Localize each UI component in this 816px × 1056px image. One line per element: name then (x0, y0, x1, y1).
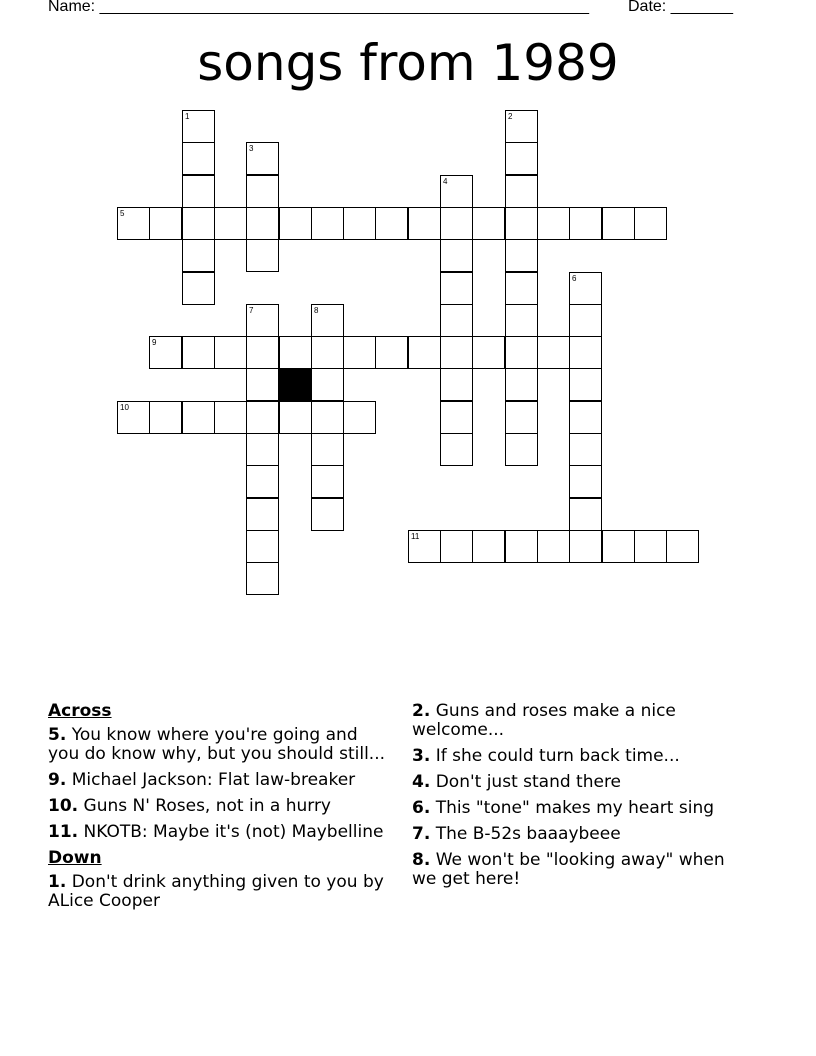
grid-cell[interactable] (569, 465, 602, 498)
grid-cell[interactable] (505, 272, 538, 305)
grid-cell[interactable] (505, 142, 538, 175)
clue-number: 1. (48, 872, 67, 892)
grid-cell[interactable] (311, 401, 344, 434)
grid-cell[interactable] (505, 110, 538, 143)
grid-cell[interactable] (246, 433, 279, 466)
grid-block-cell (279, 368, 312, 401)
clue-text: Don't just stand there (435, 772, 622, 792)
grid-cell[interactable] (246, 465, 279, 498)
clue-text: This "tone" makes my heart sing (435, 798, 715, 818)
grid-cell[interactable] (182, 239, 215, 272)
grid-cell[interactable] (343, 401, 376, 434)
clue-number-label: 2 (508, 112, 513, 121)
across-clue-10 (48, 797, 388, 816)
clues-right-column (412, 702, 752, 896)
grid-cell[interactable] (505, 175, 538, 208)
grid-cell[interactable] (149, 336, 182, 369)
grid-cell[interactable] (440, 175, 473, 208)
clue-number-label: 6 (572, 274, 577, 283)
clue-number: 5. (48, 725, 67, 745)
grid-cell[interactable] (505, 401, 538, 434)
grid-cell[interactable] (505, 368, 538, 401)
grid-cell[interactable] (634, 530, 667, 563)
grid-cell[interactable] (214, 401, 247, 434)
down-clue-1 (48, 873, 388, 911)
grid-cell[interactable] (569, 336, 602, 369)
clue-number: 2. (412, 701, 431, 721)
down-clue-7 (412, 825, 752, 844)
clue-number-label: 7 (249, 306, 254, 315)
across-heading: Across (48, 701, 112, 721)
clue-number-label: 10 (120, 403, 129, 412)
clue-number: 3. (412, 746, 431, 766)
grid-cell[interactable] (569, 401, 602, 434)
grid-cell[interactable] (311, 304, 344, 337)
grid-cell[interactable] (311, 433, 344, 466)
grid-cell[interactable] (408, 530, 441, 563)
grid-cell[interactable] (440, 207, 473, 240)
clue-text: NKOTB: Maybe it's (not) Maybelline (83, 822, 384, 842)
grid-cell[interactable] (311, 336, 344, 369)
grid-cell[interactable] (440, 304, 473, 337)
grid-cell[interactable] (311, 465, 344, 498)
clue-number: 11. (48, 822, 79, 842)
grid-cell[interactable] (569, 272, 602, 305)
grid-cell[interactable] (375, 207, 408, 240)
grid-cell[interactable] (214, 336, 247, 369)
grid-cell[interactable] (505, 336, 538, 369)
grid-cell[interactable] (569, 368, 602, 401)
grid-cell[interactable] (505, 530, 538, 563)
grid-cell[interactable] (569, 530, 602, 563)
clue-number-label: 4 (443, 177, 448, 186)
grid-cell[interactable] (440, 336, 473, 369)
down-clue-3 (412, 747, 752, 766)
grid-cell[interactable] (246, 530, 279, 563)
grid-cell[interactable] (343, 207, 376, 240)
grid-cell[interactable] (246, 207, 279, 240)
grid-cell[interactable] (246, 239, 279, 272)
grid-cell[interactable] (440, 530, 473, 563)
grid-cell[interactable] (505, 207, 538, 240)
clue-number: 4. (412, 772, 431, 792)
clue-text: You know where you're going and you do know why, but you should still... (48, 725, 386, 764)
grid-cell[interactable] (279, 401, 312, 434)
grid-cell[interactable] (149, 401, 182, 434)
grid-cell[interactable] (440, 433, 473, 466)
grid-cell[interactable] (440, 239, 473, 272)
clue-number: 6. (412, 798, 431, 818)
grid-cell[interactable] (246, 142, 279, 175)
across-clue-9 (48, 771, 388, 790)
grid-cell[interactable] (182, 142, 215, 175)
grid-cell[interactable] (569, 498, 602, 531)
grid-cell[interactable] (666, 530, 699, 563)
grid-cell[interactable] (246, 498, 279, 531)
grid-cell[interactable] (505, 239, 538, 272)
grid-cell[interactable] (440, 272, 473, 305)
grid-cell[interactable] (408, 336, 441, 369)
grid-cell[interactable] (408, 207, 441, 240)
grid-cell[interactable] (279, 336, 312, 369)
grid-cell[interactable] (602, 530, 635, 563)
grid-cell[interactable] (279, 207, 312, 240)
grid-cell[interactable] (182, 207, 215, 240)
clue-text: Guns N' Roses, not in a hurry (83, 796, 331, 816)
across-clue-11 (48, 823, 388, 842)
clue-number-label: 11 (411, 532, 420, 541)
grid-cell[interactable] (472, 336, 505, 369)
grid-cell[interactable] (537, 530, 570, 563)
down-clue-8 (412, 851, 752, 889)
grid-cell[interactable] (182, 336, 215, 369)
grid-cell[interactable] (505, 433, 538, 466)
down-clue-2 (412, 702, 752, 740)
grid-cell[interactable] (505, 304, 538, 337)
grid-cell[interactable] (343, 336, 376, 369)
clue-number-label: 3 (249, 144, 254, 153)
grid-cell[interactable] (182, 110, 215, 143)
clue-number: 8. (412, 850, 431, 870)
grid-cell[interactable] (311, 368, 344, 401)
clue-number: 9. (48, 770, 67, 790)
grid-cell[interactable] (246, 562, 279, 595)
grid-cell[interactable] (634, 207, 667, 240)
date-field-line[interactable]: Date: _______ (628, 0, 733, 15)
down-clue-6 (412, 799, 752, 818)
grid-cell[interactable] (246, 304, 279, 337)
grid-cell[interactable] (375, 336, 408, 369)
grid-cell[interactable] (246, 175, 279, 208)
grid-cell[interactable] (246, 368, 279, 401)
clue-text: If she could turn back time... (435, 746, 680, 766)
clues-left-column (48, 702, 388, 918)
grid-cell[interactable] (246, 401, 279, 434)
grid-cell[interactable] (440, 401, 473, 434)
grid-cell[interactable] (311, 207, 344, 240)
grid-cell[interactable] (537, 207, 570, 240)
clue-text: The B-52s baaaybeee (435, 824, 621, 844)
grid-cell[interactable] (569, 207, 602, 240)
down-heading: Down (48, 848, 102, 868)
grid-cell[interactable] (472, 207, 505, 240)
grid-cell[interactable] (182, 272, 215, 305)
grid-cell[interactable] (117, 207, 150, 240)
grid-cell[interactable] (149, 207, 182, 240)
clue-number: 10. (48, 796, 79, 816)
clue-text: Don't drink anything given to you by ALice Cooper (48, 872, 384, 911)
grid-cell[interactable] (117, 401, 150, 434)
grid-cell[interactable] (537, 336, 570, 369)
grid-cell[interactable] (440, 368, 473, 401)
name-field-line[interactable]: Name: _______________________________________________________ (48, 0, 589, 15)
clue-text: We won't be "looking away" when we get here! (412, 850, 725, 889)
grid-cell[interactable] (602, 207, 635, 240)
grid-cell[interactable] (182, 175, 215, 208)
clue-text: Michael Jackson: Flat law-breaker (71, 770, 356, 790)
down-clue-4 (412, 773, 752, 792)
clue-number-label: 9 (152, 338, 157, 347)
clue-text: Guns and roses make a nice welcome... (412, 701, 676, 740)
grid-cell[interactable] (214, 207, 247, 240)
clue-number-label: 8 (314, 306, 319, 315)
grid-cell[interactable] (472, 530, 505, 563)
clue-number-label: 5 (120, 209, 125, 218)
across-clue-5 (48, 726, 388, 764)
clue-number: 7. (412, 824, 431, 844)
grid-cell[interactable] (311, 498, 344, 531)
grid-cell[interactable] (182, 401, 215, 434)
grid-cell[interactable] (569, 433, 602, 466)
page-title: songs from 1989 (197, 34, 619, 92)
clue-number-label: 1 (185, 112, 190, 121)
grid-cell[interactable] (246, 336, 279, 369)
grid-cell[interactable] (569, 304, 602, 337)
